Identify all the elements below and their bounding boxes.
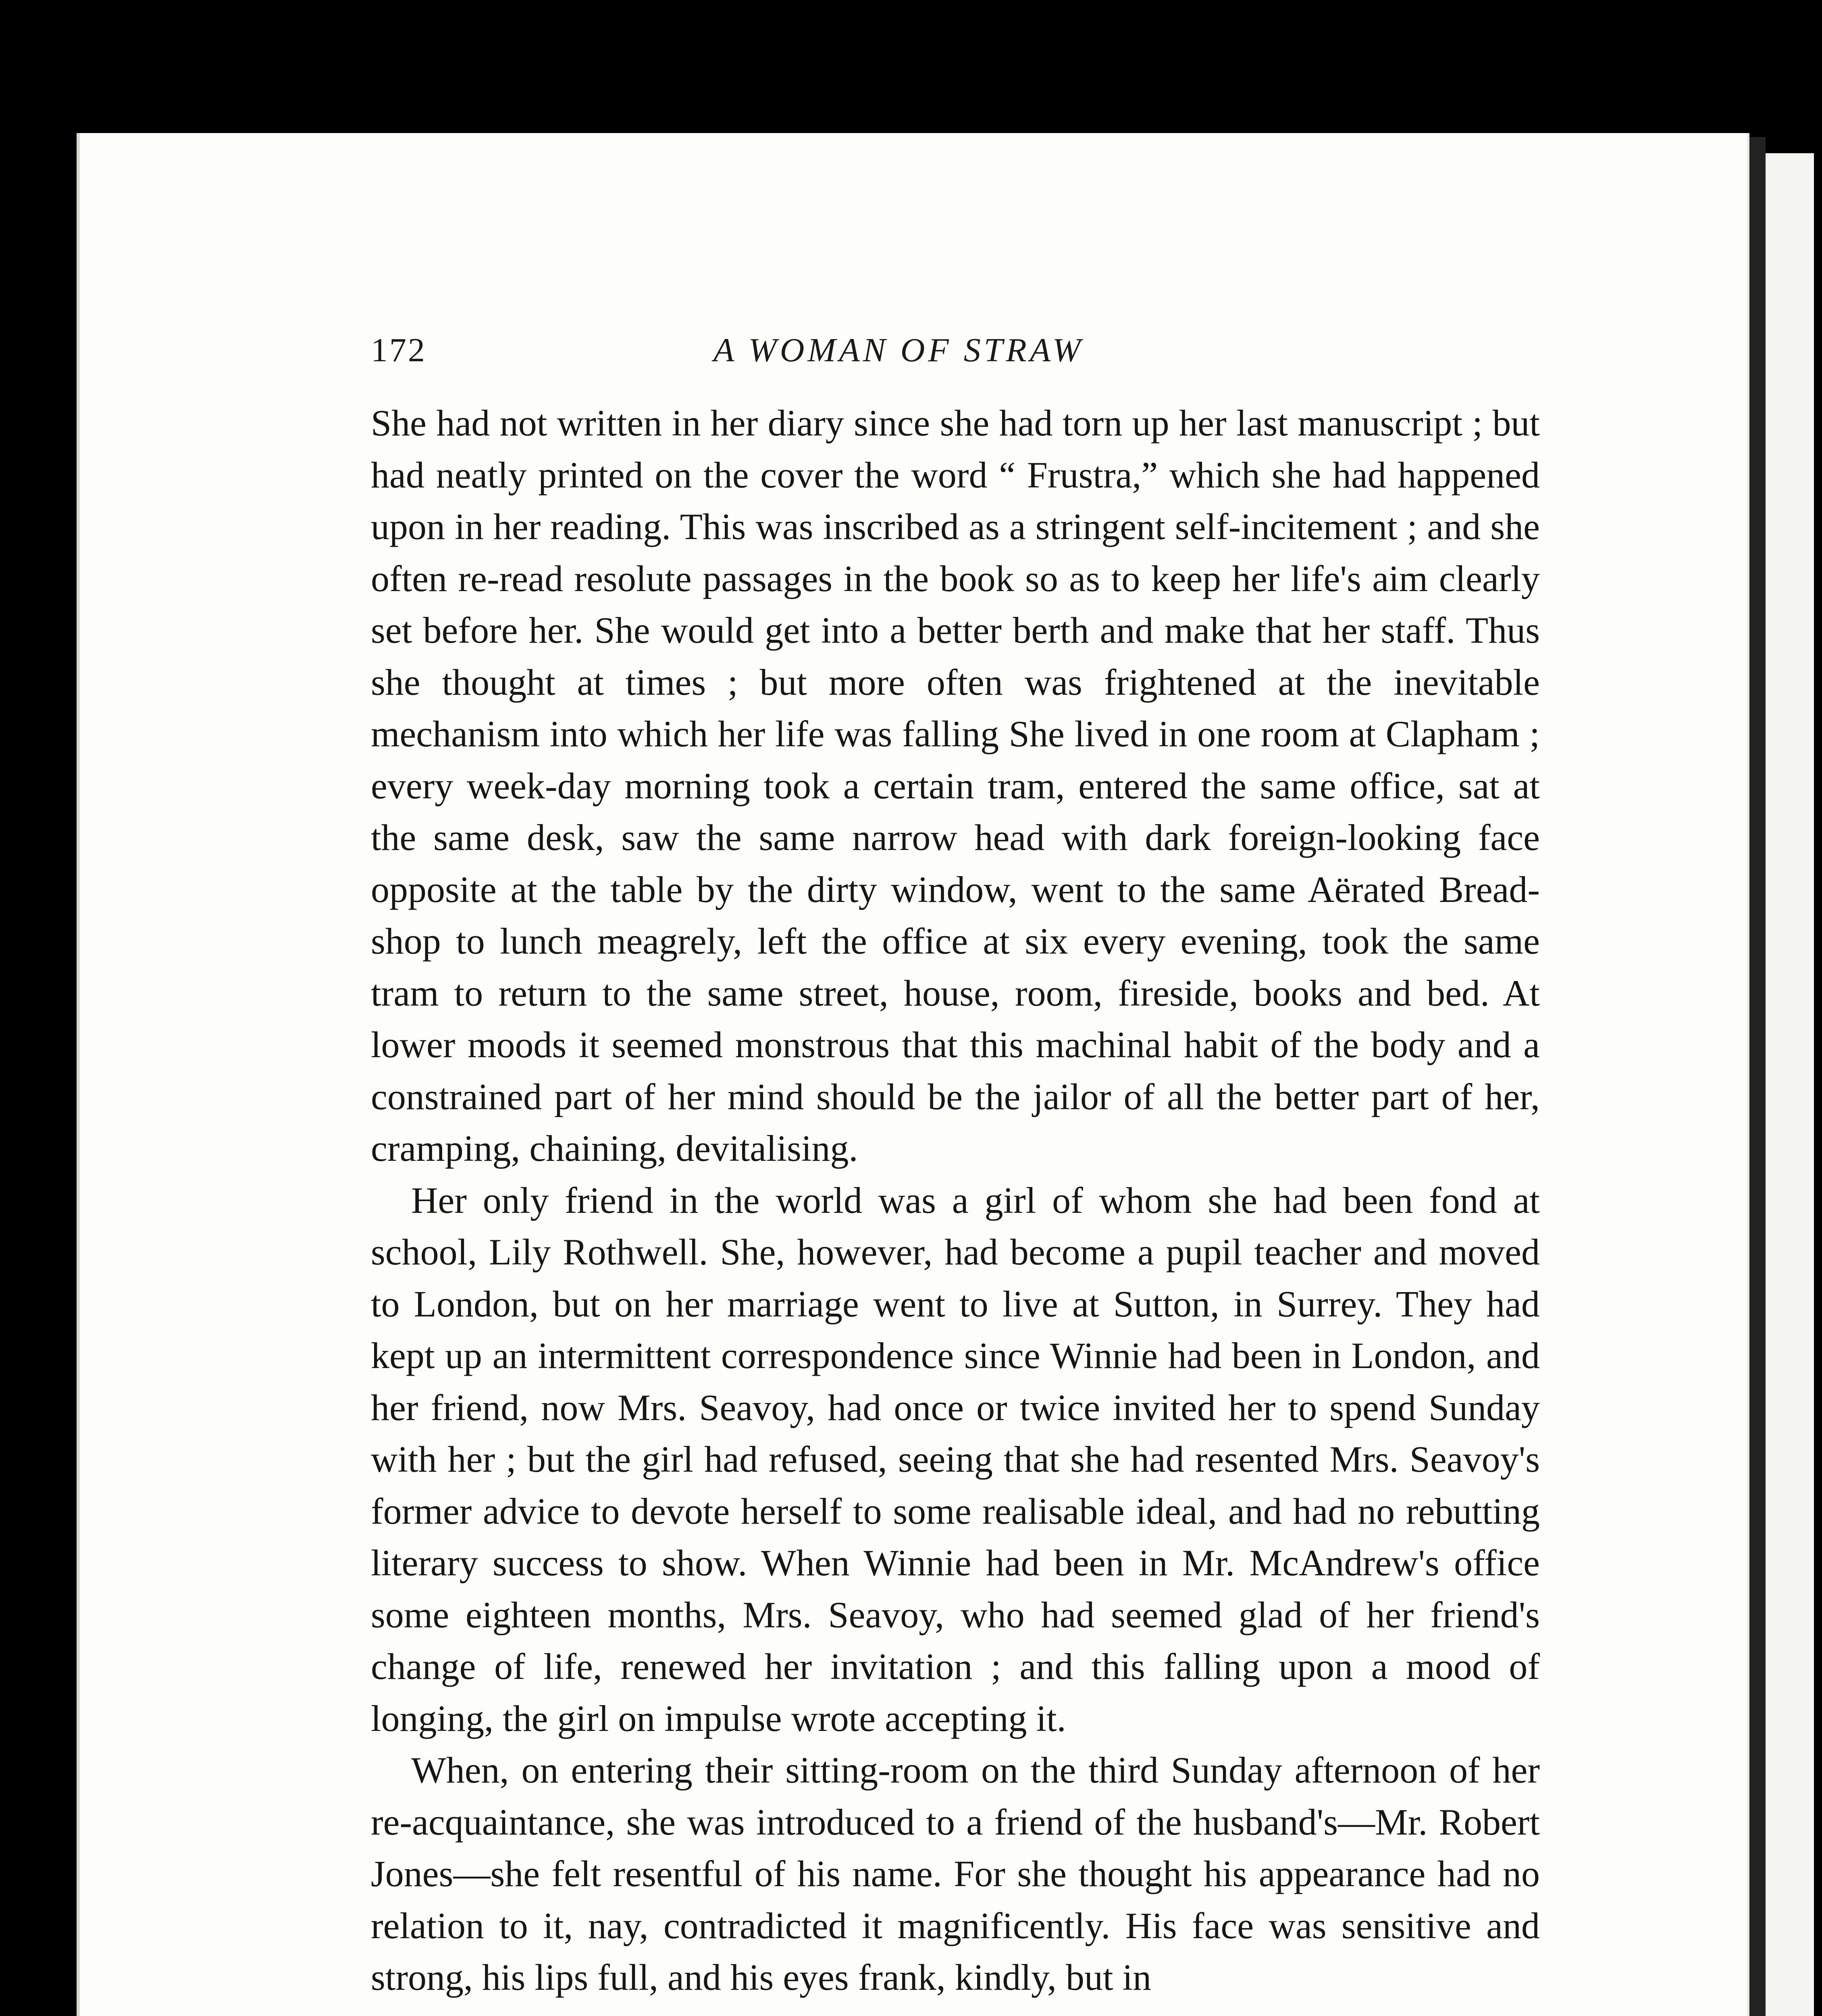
running-title: A WOMAN OF STRAW <box>713 331 1084 369</box>
page-header <box>371 331 1540 379</box>
next-page-edge <box>1766 153 1814 2016</box>
paragraph-3: When, on entering their sitting-room on the third Sunday afternoon of her re-acquaintance, she was introduced to a friend of the husband's—Mr. Robert Jones—she felt resentful of his name. For she thought his appearance had no relation to it, nay, contradicted it magnificently. His face was sensitive and strong, his lips full, and his eyes frank, kindly, but in <box>371 1749 1540 1998</box>
page-edge-shadow <box>1749 137 1766 2016</box>
page-number: 172 <box>371 331 426 369</box>
body-text <box>371 397 1540 2004</box>
paragraph-2: Her only friend in the world was a girl of whom she had been fond at school, Lily Rothwell. She, however, had become a pupil teacher and moved to London, but on her marriage went to live at Sutton, in Surrey. They had kept up an intermittent correspondence since Winnie had been in London, and her friend, now Mrs. Seavoy, had once or twice invited her to spend Sunday with her ; but the girl had refused, seeing that she had resented Mrs. Seavoy's former advice to devote herself to some realisable ideal, and had no rebutting literary success to show. When Winnie had been in Mr. McAndrew's office some eighteen months, Mrs. Seavoy, who had seemed glad of her friend's change of life, renewed her invitation ; and this falling upon a mood of longing, the girl on impulse wrote accepting it. <box>371 1179 1540 1739</box>
paragraph-1: She had not written in her diary since she had torn up her last manuscript ; but had neatly printed on the cover the word “ Frustra,” which she had happened upon in her reading. This was inscribed as a stringent self-incitement ; and she often re-read resolute passages in the book so as to keep her life's aim clearly set before her. She would get into a better berth and make that her staff. Thus she thought at times ; but more often was frightened at the inevitable mechanism into which her life was falling She lived in one room at Clapham ; every week-day morning took a certain tram, entered the same office, sat at the same desk, saw the same narrow head with dark foreign-looking face opposite at the table by the dirty window, went to the same Aërated Bread-shop to lunch meagrely, left the office at six every evening, took the same tram to return to the same street, house, room, fireside, books and bed. At lower moods it seemed monstrous that this machinal habit of the body and a constrained part of her mind should be the jailor of all the better part of her, cramping, chaining, devitalising. <box>371 402 1540 1169</box>
